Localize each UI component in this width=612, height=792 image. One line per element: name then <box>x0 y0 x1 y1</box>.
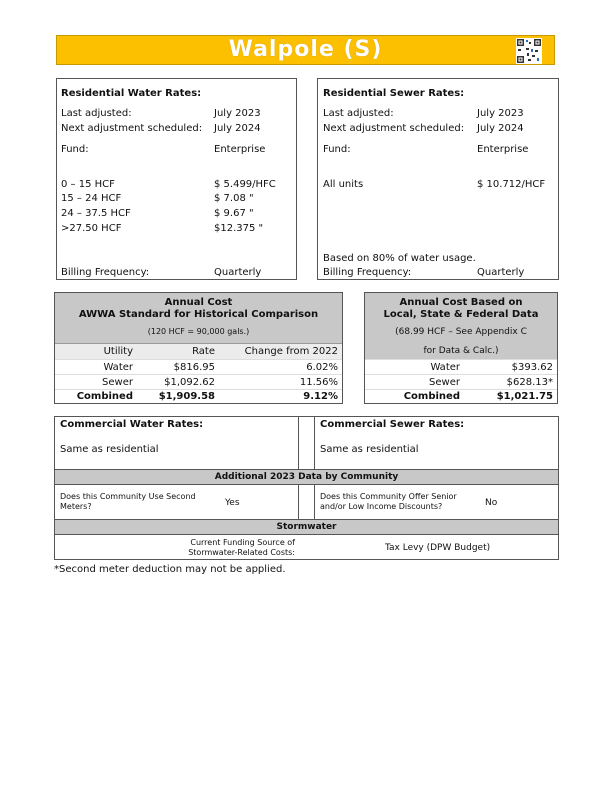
sewer-billing-label: Billing Frequency: <box>323 267 412 278</box>
change-cell: 11.56% <box>299 377 338 388</box>
water-billing-label: Billing Frequency: <box>61 267 150 278</box>
footnote: *Second meter deduction may not be applied. <box>54 564 286 575</box>
water-next: July 2024 <box>214 123 261 134</box>
combined-rate: $1,909.58 <box>158 391 215 402</box>
water-fund-label: Fund: <box>61 144 89 155</box>
commercial-sewer-cell <box>314 416 559 470</box>
commercial-water-heading: Commercial Water Rates: <box>60 419 204 430</box>
rate-cell: $816.95 <box>173 362 215 373</box>
table-row <box>55 374 342 390</box>
combined-cost: $1,021.75 <box>496 391 553 402</box>
change-cell: 6.02% <box>306 362 338 373</box>
additional-heading-bar <box>54 469 559 485</box>
stormwater-source-value: Tax Levy (DPW Budget) <box>385 543 491 553</box>
second-meter-cell <box>54 484 299 520</box>
combined-row <box>365 389 557 404</box>
second-meter-question: Does this Community Use Second Meters? <box>60 492 196 511</box>
utility-cell: Water <box>103 362 133 373</box>
col-change: Change from 2022 <box>244 346 338 357</box>
water-tier-range: 15 – 24 HCF <box>61 193 122 204</box>
local-title2: Local, State & Federal Data <box>383 309 539 320</box>
discount-cell <box>314 484 559 520</box>
residential-sewer-box <box>317 78 559 280</box>
spacer-cell <box>298 416 315 470</box>
additional-heading: Additional 2023 Data by Community <box>214 472 399 482</box>
local-subtitle2: for Data & Calc.) <box>423 346 499 356</box>
awwa-title2: AWWA Standard for Historical Comparison <box>78 309 319 320</box>
sewer-next: July 2024 <box>477 123 524 134</box>
sewer-heading: Residential Sewer Rates: <box>323 88 465 99</box>
qr-code-icon <box>516 38 542 64</box>
table-row <box>55 359 342 375</box>
water-tier-rate: $ 7.08 " <box>214 193 254 204</box>
col-rate: Rate <box>192 346 215 357</box>
residential-water-box <box>56 78 297 280</box>
commercial-sewer-value: Same as residential <box>320 444 419 455</box>
awwa-title1: Annual Cost <box>164 297 233 308</box>
water-tier-rate: $ 5.499/HFC <box>214 179 276 190</box>
sewer-units-label: All units <box>323 179 364 190</box>
spacer-cell <box>298 484 315 520</box>
water-tier-range: >27.50 HCF <box>61 223 122 234</box>
utility-cell: Sewer <box>102 377 133 388</box>
stormwater-row <box>54 534 559 560</box>
utility-cell: Sewer <box>429 377 460 388</box>
combined-change: 9.12% <box>303 391 338 402</box>
stormwater-heading-bar <box>54 519 559 535</box>
local-subtitle1: (68.99 HCF – See Appendix C <box>395 327 527 337</box>
sewer-last-adjusted-label: Last adjusted: <box>323 108 394 119</box>
table-row <box>365 374 557 390</box>
combined-label: Combined <box>403 391 460 402</box>
water-tier-range: 24 – 37.5 HCF <box>61 208 131 219</box>
water-next-label: Next adjustment scheduled: <box>61 123 203 134</box>
local-title1: Annual Cost Based on <box>399 297 523 308</box>
local-header <box>365 293 557 360</box>
sewer-fund-label: Fund: <box>323 144 351 155</box>
table-row <box>365 359 557 375</box>
sewer-fund: Enterprise <box>477 144 529 155</box>
page-title: Walpole (S) <box>228 37 383 62</box>
combined-row <box>55 389 342 404</box>
commercial-section <box>54 416 559 563</box>
awwa-cost-table <box>54 292 343 404</box>
sewer-note: Based on 80% of water usage. <box>323 253 476 264</box>
commercial-water-cell <box>54 416 299 470</box>
second-meter-answer: Yes <box>225 498 240 508</box>
utility-cell: Water <box>430 362 460 373</box>
awwa-col-header <box>55 344 342 359</box>
water-heading: Residential Water Rates: <box>61 88 202 99</box>
commercial-sewer-heading: Commercial Sewer Rates: <box>320 419 465 430</box>
water-tier-rate: $ 9.67 " <box>214 208 254 219</box>
awwa-header <box>55 293 342 344</box>
rate-cell: $1,092.62 <box>164 377 215 388</box>
cost-cell: $393.62 <box>511 362 553 373</box>
sewer-next-label: Next adjustment scheduled: <box>323 123 465 134</box>
sewer-last-adjusted: July 2023 <box>477 108 524 119</box>
combined-label: Combined <box>76 391 133 402</box>
stormwater-heading: Stormwater <box>276 522 337 532</box>
water-last-adjusted-label: Last adjusted: <box>61 108 132 119</box>
commercial-water-value: Same as residential <box>60 444 159 455</box>
water-billing: Quarterly <box>214 267 262 278</box>
local-cost-table <box>364 292 558 404</box>
sewer-units-rate: $ 10.712/HCF <box>477 179 546 190</box>
water-tier-range: 0 – 15 HCF <box>61 179 115 190</box>
sewer-billing: Quarterly <box>477 267 525 278</box>
discount-question: Does this Community Offer Senior and/or Low Income Discounts? <box>320 492 457 511</box>
water-tier-rate: $12.375 " <box>214 223 264 234</box>
water-fund: Enterprise <box>214 144 266 155</box>
awwa-subtitle: (120 HCF = 90,000 gals.) <box>147 327 250 336</box>
water-last-adjusted: July 2023 <box>214 108 261 119</box>
title-banner <box>56 35 555 65</box>
col-utility: Utility <box>103 346 133 357</box>
cost-cell: $628.13* <box>506 377 553 388</box>
discount-answer: No <box>485 498 498 508</box>
stormwater-source-label: Current Funding Source of Stormwater-Related Costs: <box>188 538 295 557</box>
